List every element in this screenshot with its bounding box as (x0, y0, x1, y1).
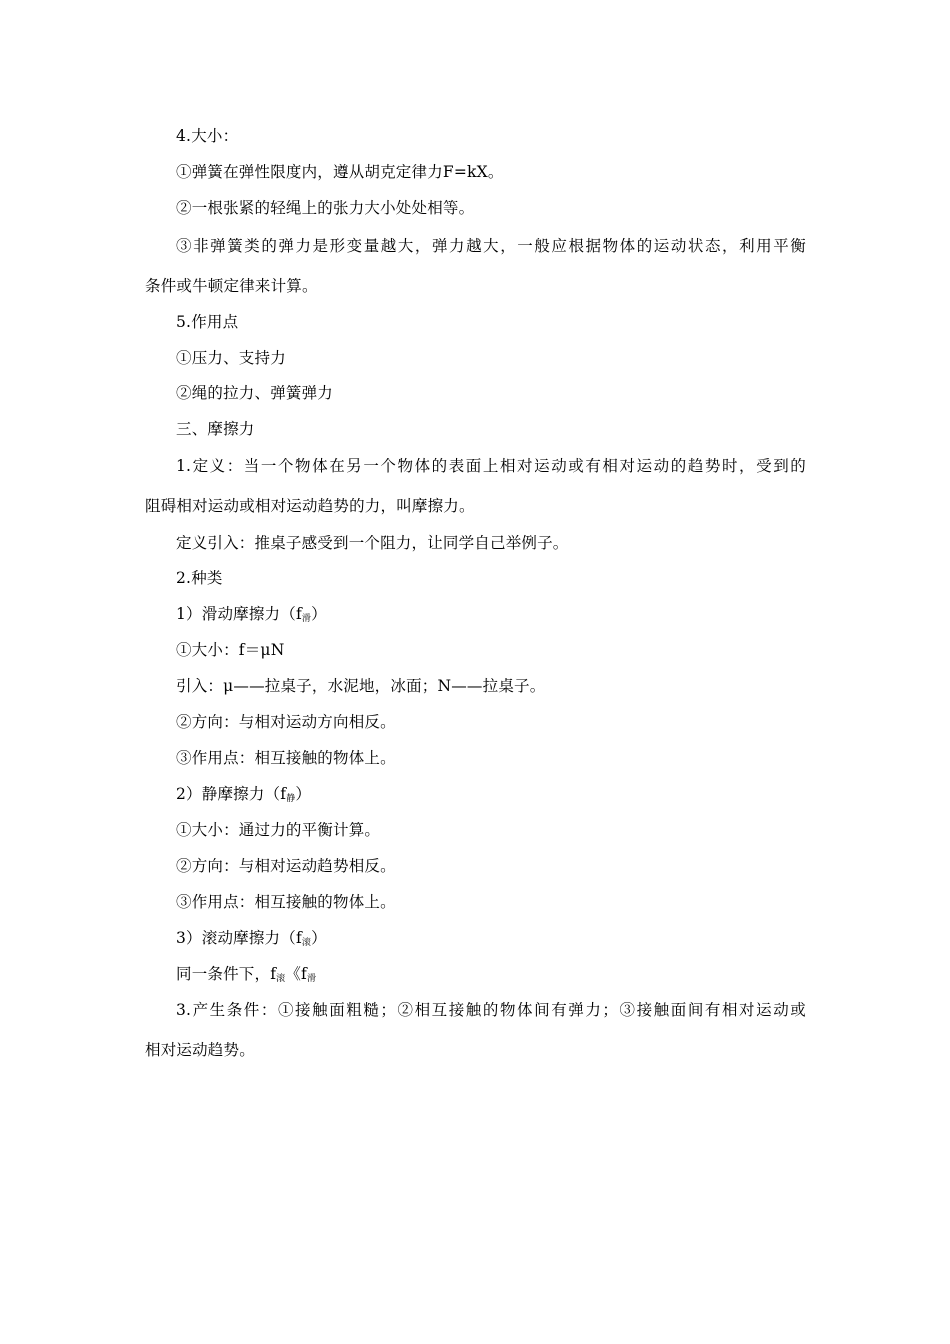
paragraph-line: ①压力、支持力 (176, 349, 286, 367)
paragraph-line: 引入：μ——拉桌子，水泥地，冰面；N——拉桌子。 (176, 677, 546, 695)
text-segment: ） (295, 785, 312, 803)
text-segment: 《f (285, 965, 307, 983)
paragraph-line: ①大小：通过力的平衡计算。 (176, 821, 381, 839)
paragraph-line: 相对运动趋势。 (145, 1041, 255, 1059)
paragraph-line: ③非弹簧类的弹力是形变量越大，弹力越大，一般应根据物体的运动状态，利用平衡 (176, 237, 806, 255)
paragraph-line: 阻碍相对运动或相对运动趋势的力，叫摩擦力。 (145, 497, 475, 515)
paragraph-line: 1.定义：当一个物体在另一个物体的表面上相对运动或有相对运动的趋势时，受到的 (176, 457, 806, 475)
section-heading: 三、摩擦力 (176, 420, 255, 438)
subheading-static-friction (176, 784, 311, 809)
subscript: 静 (286, 794, 296, 804)
paragraph-line: ②绳的拉力、弹簧弹力 (176, 384, 334, 402)
paragraph-line: ①弹簧在弹性限度内，遵从胡克定律力F=kX。 (176, 163, 504, 181)
subheading-rolling-friction (176, 928, 327, 953)
subheading-sliding-friction (176, 604, 327, 629)
paragraph-line: ③作用点：相互接触的物体上。 (176, 749, 396, 767)
paragraph-line: 3.产生条件：①接触面粗糙；②相互接触的物体间有弹力；③接触面间有相对运动或 (176, 1001, 806, 1019)
text-segment: ） (311, 605, 327, 623)
paragraph-line: ①大小：f＝μN (176, 641, 285, 659)
heading-types: 2.种类 (176, 569, 223, 587)
paragraph-line: 定义引入：推桌子感受到一个阻力，让同学自己举例子。 (176, 534, 569, 552)
text-segment: ） (311, 929, 327, 947)
text-segment: 1）滑动摩擦力（f (176, 605, 302, 623)
text-segment: 3）滚动摩擦力（f (176, 929, 302, 947)
paragraph-line: ②方向：与相对运动方向相反。 (176, 713, 396, 731)
heading-size: 4.大小： (176, 127, 239, 145)
comparison-line (176, 964, 316, 989)
subscript: 滚 (276, 974, 286, 984)
subscript: 滑 (301, 614, 312, 624)
paragraph-line: ②一根张紧的轻绳上的张力大小处处相等。 (176, 199, 475, 217)
paragraph-line: ③作用点：相互接触的物体上。 (176, 893, 396, 911)
paragraph-line: 条件或牛顿定律来计算。 (145, 277, 318, 295)
text-segment: 2）静摩擦力（f (176, 785, 287, 803)
paragraph-line: ②方向：与相对运动趋势相反。 (176, 857, 396, 875)
text-segment: 同一条件下，f (176, 965, 277, 983)
subscript: 滚 (301, 938, 312, 948)
subscript: 滑 (306, 974, 317, 984)
heading-point: 5.作用点 (176, 313, 239, 331)
